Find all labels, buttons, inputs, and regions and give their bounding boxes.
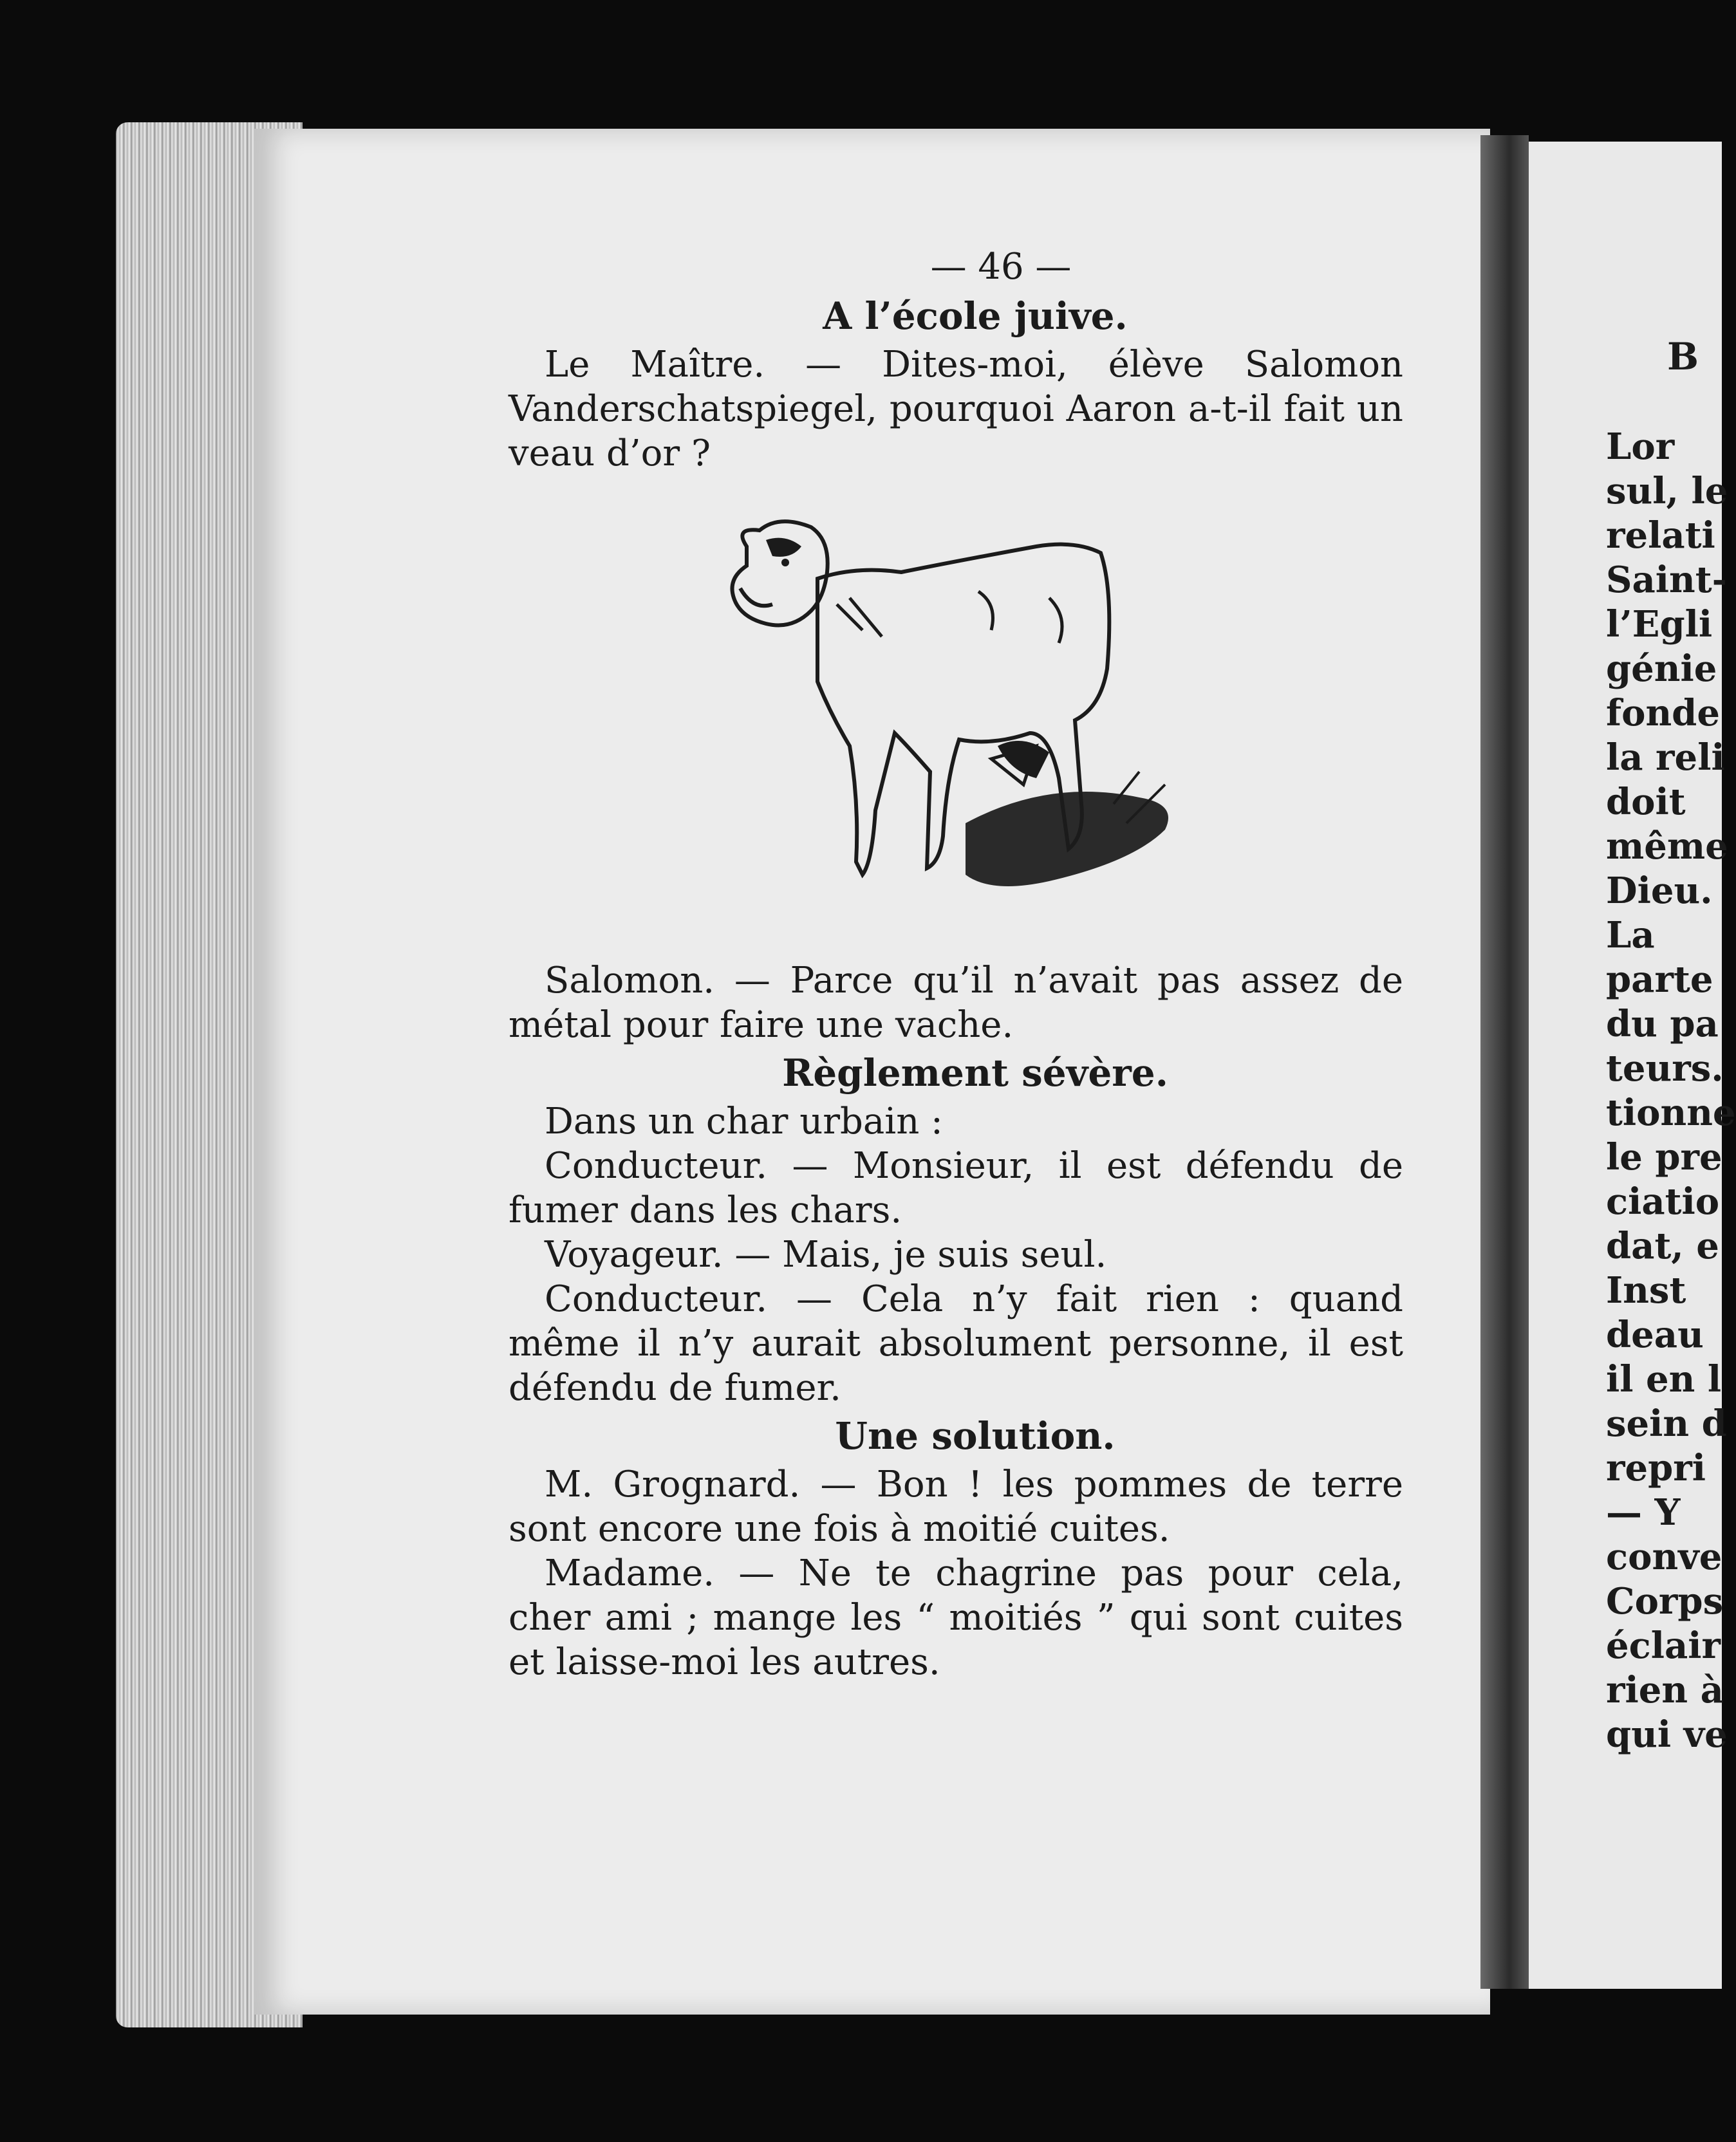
right-page-line: Dieu. <box>1606 870 1713 912</box>
right-page-line: doit <box>1606 781 1686 823</box>
right-page-line: conve <box>1606 1536 1722 1578</box>
right-page-line: le pre <box>1606 1136 1722 1178</box>
right-page-line: La <box>1606 914 1655 956</box>
paragraph: Dans un char urbain : <box>545 1101 943 1142</box>
right-page-line: repri <box>1606 1447 1706 1489</box>
right-page-heading: B <box>1667 335 1699 378</box>
right-page-line: l’Egli <box>1606 603 1713 646</box>
section-title: A l’école juive. <box>823 294 1128 338</box>
right-page-line: Lor <box>1606 425 1675 468</box>
right-page-line: même <box>1606 825 1728 868</box>
paragraph: M. Grognard. — Bon ! les pommes de terre sont encore une fois à moitié cuites. <box>509 1464 1403 1550</box>
right-page-line: ciatio <box>1606 1180 1720 1223</box>
paragraph: Salomon. — Parce qu’il n’avait pas assez de métal pour faire une vache. <box>509 960 1403 1046</box>
right-page-line: du pa <box>1606 1003 1719 1045</box>
book-gutter <box>1480 135 1529 1989</box>
right-page-lines <box>1606 425 1736 1757</box>
right-page-line: rien à <box>1606 1669 1724 1711</box>
paragraph: Conducteur. — Monsieur, il est défendu de fumer dans les chars. <box>509 1145 1403 1231</box>
right-page-line: deau <box>1606 1314 1704 1356</box>
right-page-line: relati <box>1606 514 1715 557</box>
right-page-line: sein d <box>1606 1402 1727 1445</box>
paragraph: Conducteur. — Cela n’y fait rien : quand même il n’y aurait absolument personne, il est défendu de fumer. <box>509 1278 1403 1409</box>
right-page-line: Inst <box>1606 1269 1686 1312</box>
right-page-line: la reli <box>1606 736 1725 779</box>
right-page-line: éclair <box>1606 1625 1721 1667</box>
right-page-line: parte <box>1606 958 1713 1001</box>
right-page-line: il en l <box>1606 1358 1722 1401</box>
paragraph: Voyageur. — Mais, je suis seul. <box>545 1234 1107 1276</box>
section-title: Règlement sévère. <box>782 1051 1168 1095</box>
right-page-line: sul, le <box>1606 470 1728 512</box>
page-number: — 46 — <box>930 246 1072 288</box>
paragraph: Le Maître. — Dites-moi, élève Salomon Vanderschatspiegel, pourquoi Aaron a-t-il fait un veau d’or ? <box>509 344 1403 474</box>
right-page-line: tionne <box>1606 1092 1736 1134</box>
right-page-line: Corps <box>1606 1580 1724 1623</box>
right-page-line: dat, e <box>1606 1225 1719 1267</box>
right-page-line: qui ve <box>1606 1713 1728 1756</box>
paragraph: Madame. — Ne te chagrine pas pour cela, cher ami ; mange les “ moitiés ” qui sont cuites et laisse-moi les autres. <box>509 1552 1403 1683</box>
right-page <box>1529 142 1736 1989</box>
section-title: Une solution. <box>835 1414 1115 1458</box>
calf-illustration <box>689 501 1217 920</box>
left-page-content <box>509 245 1403 1684</box>
right-page-line: Saint- <box>1606 559 1727 601</box>
right-page-line: teurs. <box>1606 1047 1724 1090</box>
right-page-line: génie <box>1606 647 1717 690</box>
right-page-line: — Y <box>1606 1491 1681 1534</box>
right-page-line: fonde <box>1606 692 1720 734</box>
